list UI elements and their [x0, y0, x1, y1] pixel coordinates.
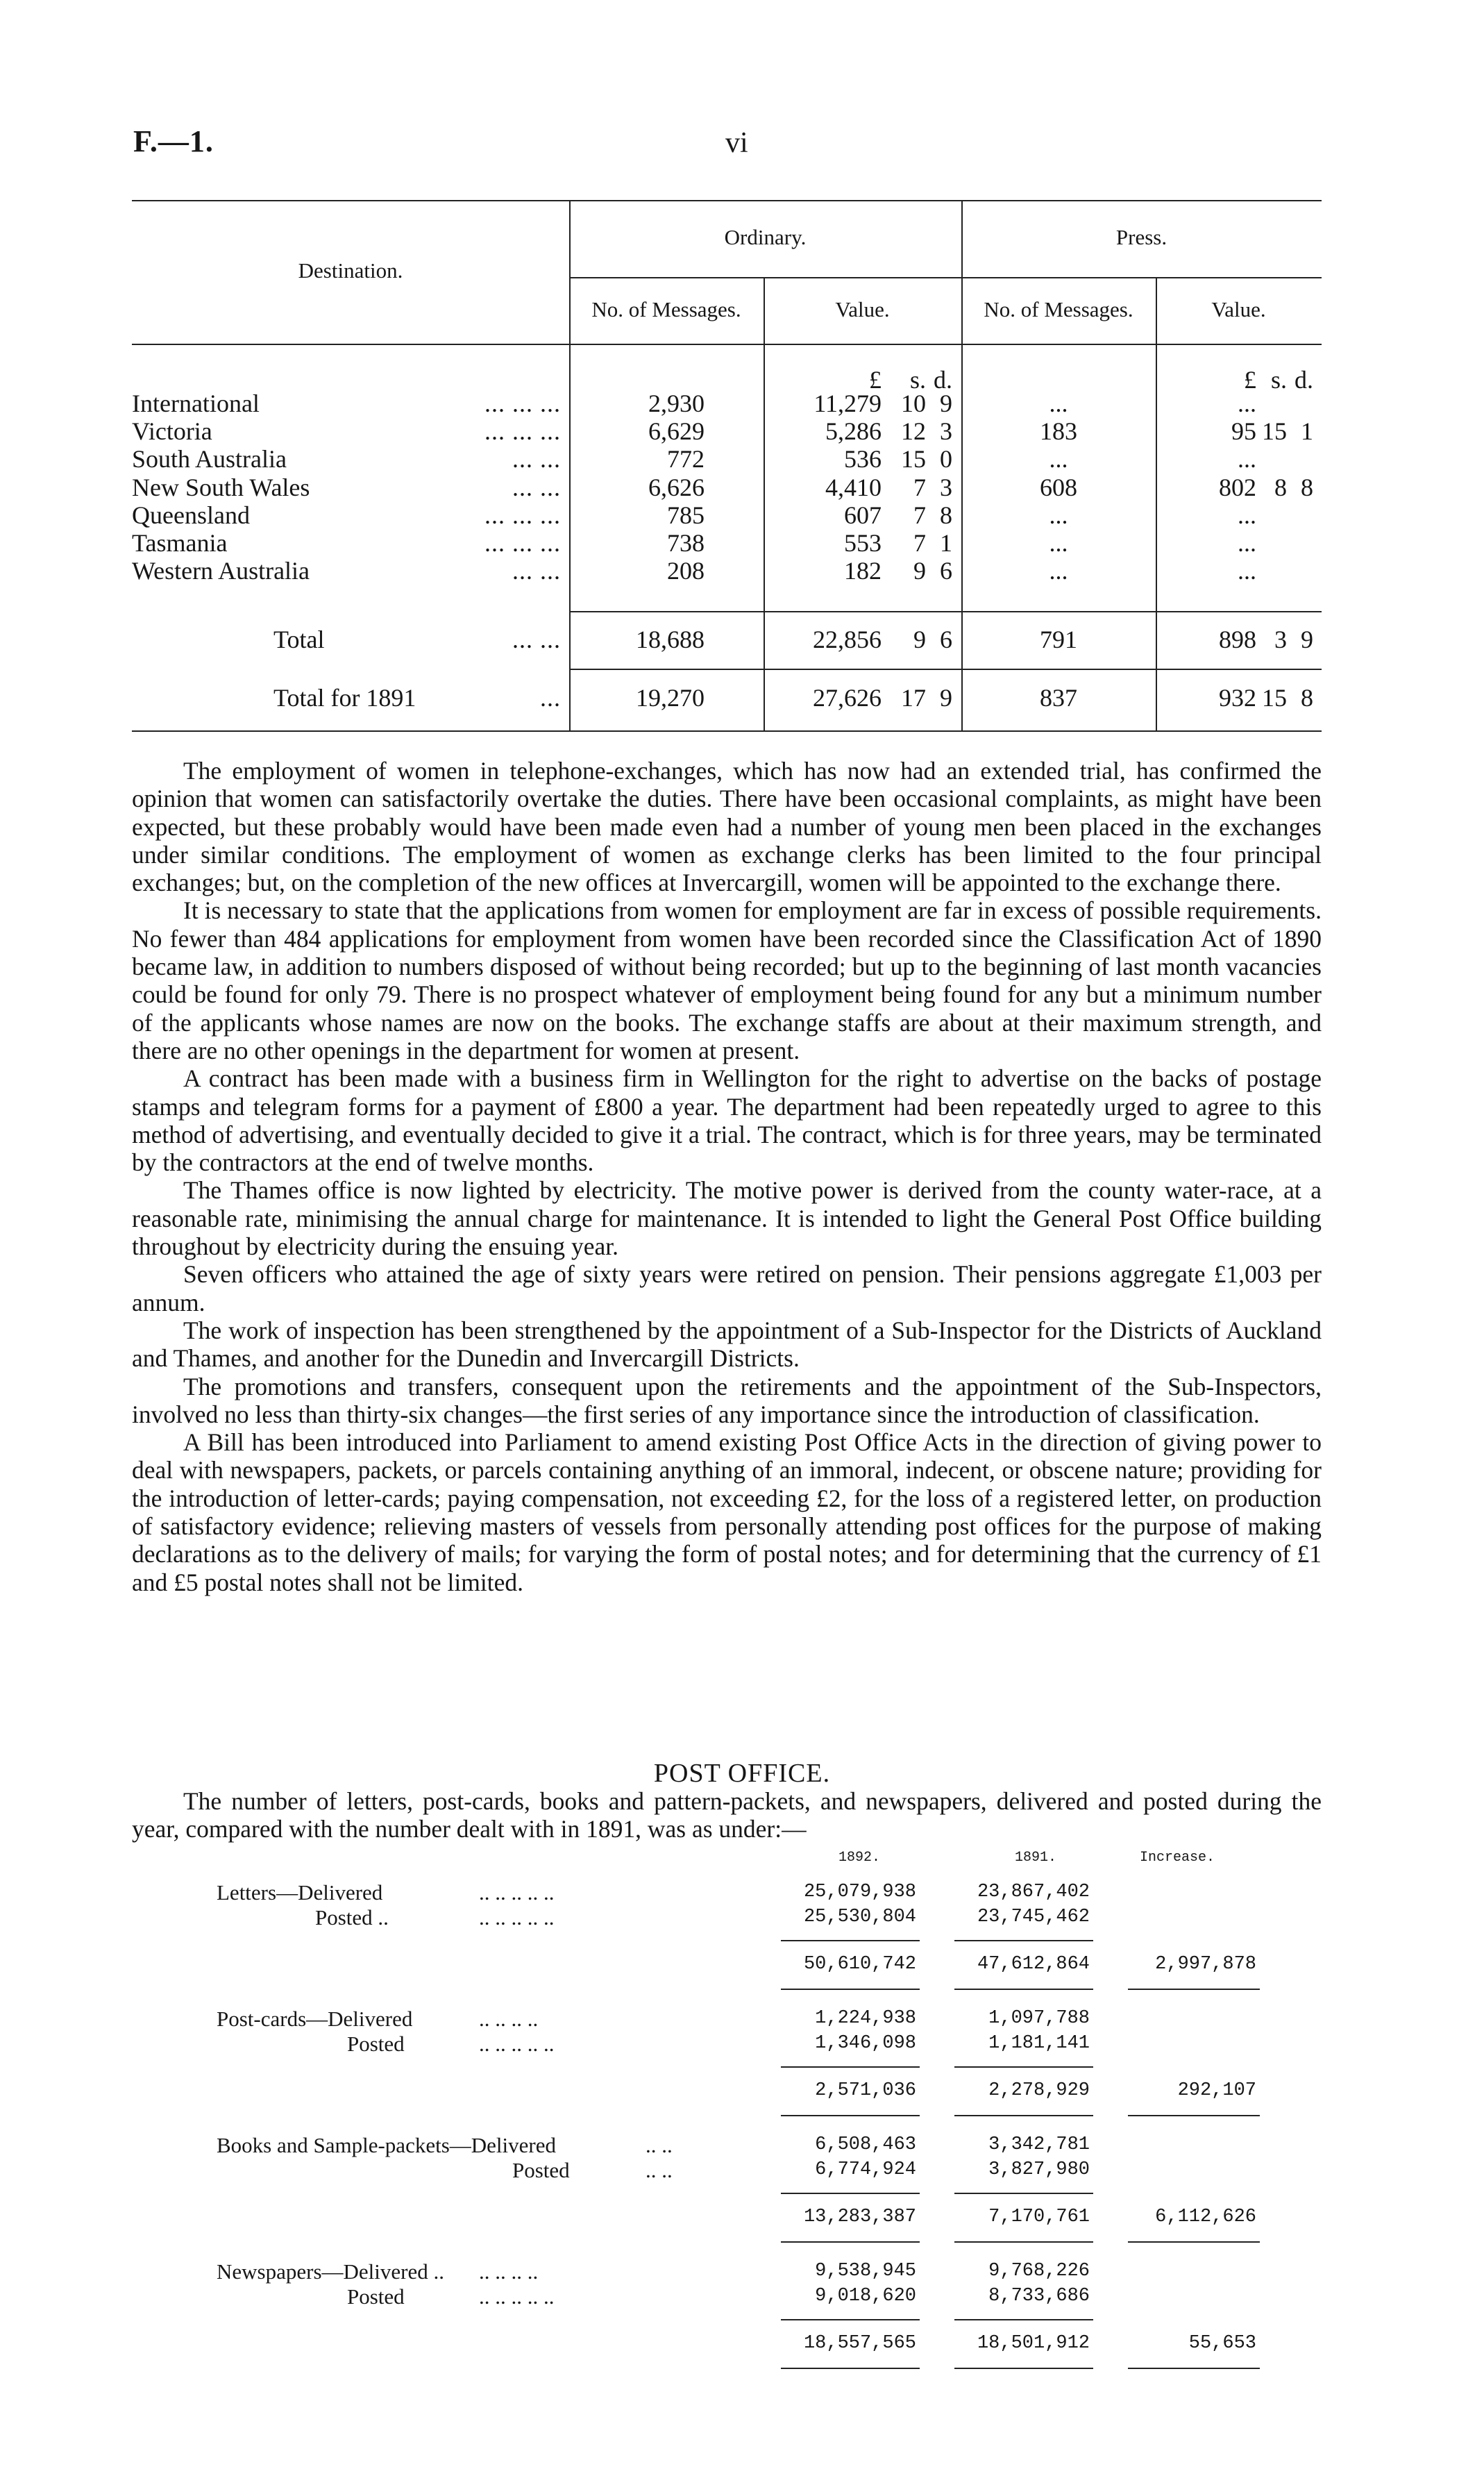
table-row-ordinary-messages: 6,629 — [648, 417, 705, 445]
table-row-ordinary-messages: 2,930 — [648, 390, 705, 417]
table-row-press-messages: ... — [1049, 529, 1068, 557]
value-1892-delivered: 9,538,945 — [815, 2261, 916, 2282]
table-row-leaders: ... ... — [512, 557, 561, 585]
paragraph: Seven officers who attained the age of sixty years were retired on pension. Their pensions aggregate £1,003 per annum. — [132, 1260, 1322, 1316]
table-row-destination: New South Wales — [132, 474, 310, 501]
table-row-press-pounds: ... — [1238, 529, 1256, 557]
value-1892-posted: 6,774,924 — [815, 2159, 916, 2180]
table-row-ordinary-messages: 208 — [667, 557, 705, 585]
header-press-messages: No. of Messages. — [984, 297, 1133, 321]
total-rule-1892 — [781, 2066, 920, 2068]
value-1892-total: 18,557,565 — [803, 2333, 916, 2354]
value-1891-delivered: 3,342,781 — [988, 2134, 1090, 2155]
group-label-posted: Posted .. — [315, 1905, 389, 1930]
group-leaders-posted: .. .. — [646, 2158, 673, 2182]
group-label-posted: Posted — [347, 2284, 405, 2309]
underline-1892 — [781, 2115, 920, 2116]
table-row-press-messages: ... — [1049, 390, 1068, 417]
table-row-press-messages: 183 — [1040, 417, 1077, 445]
value-1891-delivered: 1,097,788 — [988, 2008, 1090, 2029]
table-row-destination: Queensland — [132, 501, 250, 529]
group-leaders-posted: .. .. .. .. .. — [479, 2284, 555, 2309]
paragraph: The employment of women in telephone-exchanges, which has now had an extended trial, has confirmed the opinion that women can satisfactorily overtake the duties. There have been occasional complaints, as might have been expected, but these probably would have been made even had a number of young men been placed in the exchanges under similar conditions. The employment of women as exchange clerks has been limited to the four principal exchanges; but, on the completion of the new offices at Invercargill, women will be appointed to the exchange there. — [132, 757, 1322, 897]
header-press-value: Value. — [1211, 297, 1266, 321]
underline-increase — [1128, 2115, 1260, 2116]
table-row-ordinary-shillings: 7 — [913, 529, 926, 557]
table-row-press-pounds: ... — [1238, 557, 1256, 585]
value-1891-delivered: 9,768,226 — [988, 2261, 1090, 2282]
table-row-press-messages: 608 — [1040, 474, 1077, 501]
table-row-ordinary-messages: 6,626 — [648, 474, 705, 501]
value-1891-posted: 3,827,980 — [988, 2159, 1090, 2180]
underline-increase — [1128, 2368, 1260, 2369]
group-leaders-delivered: .. .. .. .. .. — [479, 1880, 555, 1905]
underline-1891 — [954, 2368, 1093, 2369]
total-rule-1892 — [781, 1940, 920, 1941]
table-row-ordinary-shillings: 7 — [913, 474, 926, 501]
table-row-press-pence: 1 — [1301, 417, 1313, 445]
underline-increase — [1128, 2241, 1260, 2243]
value-1892-delivered: 6,508,463 — [815, 2134, 916, 2155]
total-1891-row-press-pence: 8 — [1301, 684, 1313, 712]
total-row-press-pounds: 898 — [1219, 626, 1256, 653]
telegraph-messages-table — [132, 200, 1322, 742]
table-row-ordinary-shillings: 15 — [901, 445, 926, 473]
page-number: vi — [725, 127, 748, 159]
total-row-destination: Total — [273, 626, 325, 653]
ordinary-shillings-heading: s. — [909, 366, 926, 394]
col-rule-2 — [764, 277, 765, 730]
table-row-ordinary-pence: 0 — [940, 445, 952, 473]
table-row-ordinary-shillings: 10 — [901, 390, 926, 417]
table-row-ordinary-pence: 1 — [940, 529, 952, 557]
underline-1892 — [781, 2368, 920, 2369]
table-row-ordinary-messages: 772 — [667, 445, 705, 473]
total-1891-row-press-pounds: 932 — [1219, 684, 1256, 712]
table-row-ordinary-pence: 8 — [940, 501, 952, 529]
total-1891-row-destination: Total for 1891 — [273, 684, 416, 712]
total-1891-row-ordinary-messages: 19,270 — [636, 684, 705, 712]
underline-1892 — [781, 1989, 920, 1990]
total-1891-row-ordinary-pounds: 27,626 — [813, 684, 882, 712]
underline-1891 — [954, 1989, 1093, 1990]
value-1892-posted: 25,530,804 — [803, 1907, 916, 1927]
value-1892-total: 13,283,387 — [803, 2207, 916, 2227]
value-1891-total: 2,278,929 — [988, 2080, 1090, 2101]
paragraph: A contract has been made with a business firm in Wellington for the right to advertise on the backs of postage stamps and telegram forms for a payment of £800 a year. The department had been repeatedly urged to agree to this method of advertising, and eventually decided to give it a trial. The contract, which is for three years, may be terminated by the contractors at the end of twelve months. — [132, 1064, 1322, 1177]
paragraph: The work of inspection has been strengthened by the appointment of a Sub-Inspector for the Districts of Auckland and Thames, and another for the Dunedin and Invercargill Districts. — [132, 1316, 1322, 1373]
table-row-press-pounds: 802 — [1219, 474, 1256, 501]
value-increase: 292,107 — [1177, 2080, 1256, 2101]
header-ordinary-messages: No. of Messages. — [591, 297, 741, 321]
table-row-ordinary-pounds: 182 — [844, 557, 882, 585]
table-row-leaders: ... ... ... — [484, 501, 561, 529]
table-row-press-messages: ... — [1049, 445, 1068, 473]
table-row-press-pence: 8 — [1301, 474, 1313, 501]
table-row-leaders: ... ... — [512, 445, 561, 473]
table-row-ordinary-shillings: 9 — [913, 557, 926, 585]
table-row-ordinary-messages: 785 — [667, 501, 705, 529]
table-row-ordinary-messages: 738 — [667, 529, 705, 557]
group-label-delivered: Books and Sample-packets—Delivered — [217, 2133, 556, 2157]
group-leaders-posted: .. .. .. .. .. — [479, 2032, 555, 2056]
total-rule-1891 — [954, 2193, 1093, 2194]
table-row-leaders: ... ... ... — [484, 417, 561, 445]
table-row-press-shillings: 8 — [1274, 474, 1287, 501]
total-1891-row-press-messages: 837 — [1040, 684, 1077, 712]
table-row-leaders: ... ... ... — [484, 529, 561, 557]
underline-1891 — [954, 2115, 1093, 2116]
press-shillings-heading: s. — [1270, 366, 1287, 394]
table-row-ordinary-pence: 3 — [940, 474, 952, 501]
underline-1892 — [781, 2241, 920, 2243]
header-bottom-rule — [132, 344, 1322, 345]
group-label-delivered: Post-cards—Delivered — [217, 2007, 413, 2031]
table-row-press-pounds: ... — [1238, 445, 1256, 473]
table-row-press-messages: ... — [1049, 557, 1068, 585]
col-increase-heading: Increase. — [1140, 1850, 1215, 1866]
table-row-press-messages: ... — [1049, 501, 1068, 529]
value-1892-posted: 9,018,620 — [815, 2286, 916, 2307]
total-row-press-pence: 9 — [1301, 626, 1313, 653]
total-1891-row-ordinary-pence: 9 — [940, 684, 952, 712]
table-row-destination: Western Australia — [132, 557, 310, 585]
post-office-intro — [132, 1787, 1322, 1843]
value-1892-posted: 1,346,098 — [815, 2033, 916, 2054]
total-row-ordinary-pounds: 22,856 — [813, 626, 882, 653]
table-row-ordinary-shillings: 12 — [901, 417, 926, 445]
ordinary-pounds-heading: £ — [869, 366, 882, 394]
table-row-ordinary-pounds: 5,286 — [825, 417, 882, 445]
table-row-ordinary-pounds: 11,279 — [813, 390, 882, 417]
table-row-ordinary-pence: 6 — [940, 557, 952, 585]
col-1892-heading: 1892. — [838, 1850, 881, 1866]
total-row-ordinary-messages: 18,688 — [636, 626, 705, 653]
group-label-posted: Posted — [347, 2032, 405, 2056]
underline-increase — [1128, 1989, 1260, 1990]
total-bottom-rule — [569, 669, 1322, 670]
total-rule-1892 — [781, 2193, 920, 2194]
table-row-destination: International — [132, 390, 260, 417]
value-1892-delivered: 1,224,938 — [815, 2008, 916, 2029]
table-row-destination: Victoria — [132, 417, 212, 445]
total-rule-1891 — [954, 1940, 1093, 1941]
post-office-heading: POST OFFICE. — [653, 1759, 831, 1788]
paragraph: A Bill has been introduced into Parliament to amend existing Post Office Acts in the direction of giving power to deal with newspapers, packets, or parcels containing anything of an immoral, indecent, or obscene nature; providing for the introduction of letter-cards; paying compensation, not exceeding £2, for the loss of a registered letter, on production of satisfactory evidence; relieving masters of vessels from personally attending post offices for the purpose of making declarations as to the delivery of mails; for varying the form of postal notes; and for determining that the currency of £1 and £5 postal notes shall not be limited. — [132, 1428, 1322, 1596]
value-1891-posted: 8,733,686 — [988, 2286, 1090, 2307]
group-leaders-delivered: .. .. — [646, 2133, 673, 2157]
parliamentary-paper-ref: F.—1. — [133, 124, 214, 158]
table-row-ordinary-pounds: 536 — [844, 445, 882, 473]
table-row-leaders: ... ... ... — [484, 390, 561, 417]
total-1891-row-ordinary-shillings: 17 — [901, 684, 926, 712]
value-increase: 2,997,878 — [1155, 1954, 1256, 1975]
value-1891-delivered: 23,867,402 — [977, 1882, 1090, 1902]
paragraph: It is necessary to state that the applications from women for employment are far in excess of possible requirements. No fewer than 484 applications for employment from women have been recorded since the Classification Act of 1890 became law, in addition to numbers disposed of without being recorded; but up to the beginning of last month vacancies could be found for only 79. There is no prospect whatever of employment being found for any but a minimum number of the applicants whose names are now on the books. The exchange staffs are about at their maximum strength, and there are no other openings in the department for women at present. — [132, 896, 1322, 1064]
group-label-delivered: Newspapers—Delivered .. — [217, 2259, 444, 2284]
total-row-ordinary-pence: 6 — [940, 626, 952, 653]
table-row-press-pounds: 95 — [1231, 417, 1256, 445]
col-1891-heading: 1891. — [1015, 1850, 1057, 1866]
total-row-press-shillings: 3 — [1274, 626, 1287, 653]
header-ordinary-value: Value. — [835, 297, 890, 321]
value-1891-total: 18,501,912 — [977, 2333, 1090, 2354]
value-1892-delivered: 25,079,938 — [803, 1882, 916, 1902]
table-row-leaders: ... ... — [512, 474, 561, 501]
table-row-ordinary-shillings: 7 — [913, 501, 926, 529]
total-1891-row-leaders: ... — [540, 684, 561, 712]
header-ordinary: Ordinary. — [724, 225, 807, 249]
table-row-press-pounds: ... — [1238, 501, 1256, 529]
value-1891-total: 7,170,761 — [988, 2207, 1090, 2227]
header-destination: Destination. — [298, 258, 403, 283]
value-1891-posted: 1,181,141 — [988, 2033, 1090, 2054]
value-1892-total: 2,571,036 — [815, 2080, 916, 2101]
total-row-press-messages: 791 — [1040, 626, 1077, 653]
underline-1891 — [954, 2241, 1093, 2243]
total-rule-1892 — [781, 2319, 920, 2320]
table-row-ordinary-pounds: 4,410 — [825, 474, 882, 501]
ordinary-pence-heading: d. — [934, 366, 952, 394]
value-1891-posted: 23,745,462 — [977, 1907, 1090, 1927]
report-body-text — [132, 757, 1322, 1596]
table-row-ordinary-pounds: 607 — [844, 501, 882, 529]
group-leaders-delivered: .. .. .. .. — [479, 2259, 539, 2284]
value-1891-total: 47,612,864 — [977, 1954, 1090, 1975]
table-row-press-pounds: ... — [1238, 390, 1256, 417]
post-office-intro-text: The number of letters, post-cards, books and pattern-packets, and newspapers, delivered and posted during the year, compared with the number dealt with in 1891, was as under:— — [132, 1787, 1322, 1843]
total-row-leaders: ... ... — [512, 626, 561, 653]
table-bottom-rule — [132, 730, 1322, 732]
total-row-ordinary-shillings: 9 — [913, 626, 926, 653]
value-1892-total: 50,610,742 — [803, 1954, 916, 1975]
table-row-press-shillings: 15 — [1262, 417, 1287, 445]
total-top-rule — [569, 611, 1322, 612]
col-rule-4 — [1156, 277, 1157, 730]
press-pence-heading: d. — [1295, 366, 1313, 394]
paragraph: The Thames office is now lighted by electricity. The motive power is derived from the county water-race, at a reasonable rate, minimising the annual charge for maintenance. It is intended to light the General Post Office building throughout by electricity during the ensuing year. — [132, 1176, 1322, 1261]
group-leaders-delivered: .. .. .. .. — [479, 2007, 539, 2031]
table-row-destination: South Australia — [132, 445, 287, 473]
total-rule-1891 — [954, 2066, 1093, 2068]
paragraph: The promotions and transfers, consequent upon the retirements and the appointment of the Sub-Inspectors, involved no less than thirty-six changes—the first series of any importance since the introduction of classification. — [132, 1372, 1322, 1428]
table-row-ordinary-pence: 9 — [940, 390, 952, 417]
group-label-posted: Posted — [512, 2158, 570, 2182]
group-label-delivered: Letters—Delivered — [217, 1880, 383, 1905]
table-top-rule — [132, 200, 1322, 201]
total-1891-row-press-shillings: 15 — [1262, 684, 1287, 712]
table-row-destination: Tasmania — [132, 529, 228, 557]
group-leaders-posted: .. .. .. .. .. — [479, 1905, 555, 1930]
header-press: Press. — [1115, 225, 1167, 249]
table-row-ordinary-pounds: 553 — [844, 529, 882, 557]
press-pounds-heading: £ — [1244, 366, 1256, 394]
subheader-rule — [569, 277, 1322, 278]
value-increase: 55,653 — [1188, 2333, 1256, 2354]
value-increase: 6,112,626 — [1155, 2207, 1256, 2227]
table-row-ordinary-pence: 3 — [940, 417, 952, 445]
total-rule-1891 — [954, 2319, 1093, 2320]
